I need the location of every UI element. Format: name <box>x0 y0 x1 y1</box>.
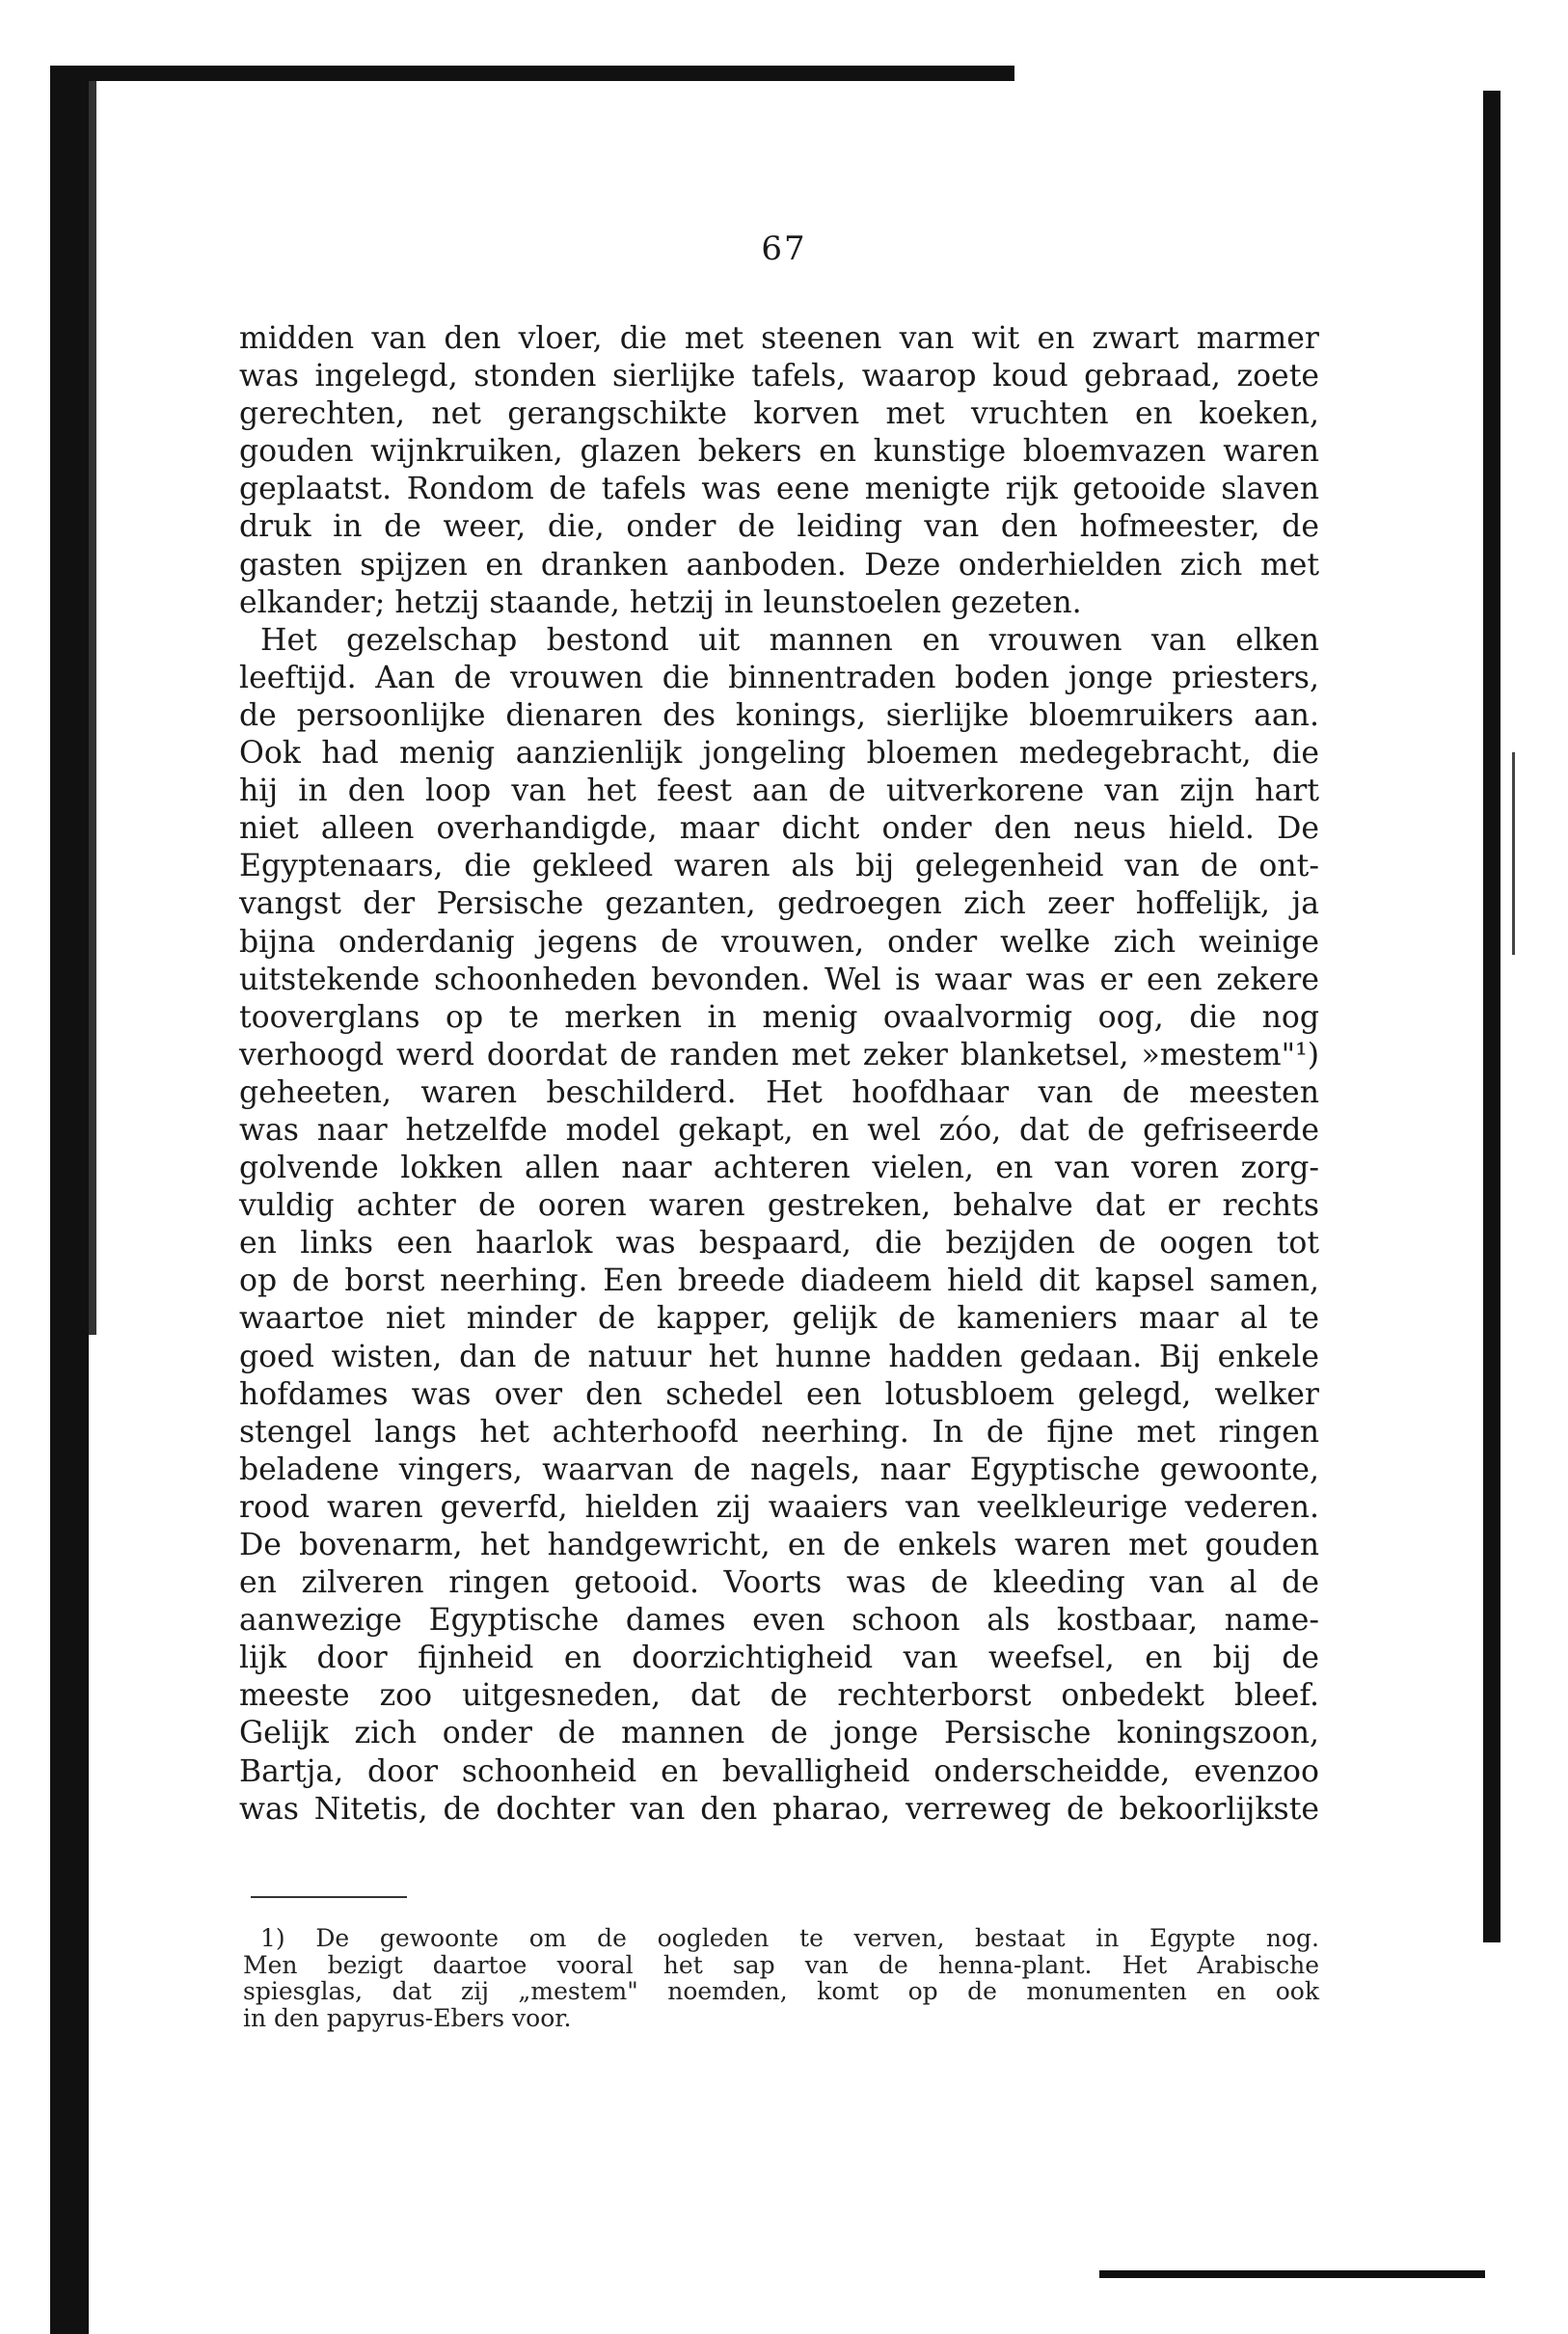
text-line: stengel langs het achterhoofd neerhing. In de fijne met ringen <box>239 1414 1319 1450</box>
text-line: vuldig achter de ooren waren gestreken, behalve dat er rechts <box>239 1188 1319 1224</box>
text-line: was naar hetzelfde model gekapt, en wel zóo, dat de gefriseerde <box>239 1112 1319 1148</box>
text-line: hofdames was over den schedel een lotusbloem gelegd, welker <box>239 1376 1319 1412</box>
text-line: rood waren geverfd, hielden zij waaiers van veelkleurige vederen. <box>239 1489 1319 1525</box>
footnote-line: 1) De gewoonte om de oogleden te verven, bestaat in Egypte nog. <box>260 1924 1319 1952</box>
scan-border-bottom <box>1099 2270 1485 2278</box>
text-line: hij in den loop van het feest aan de uitverkorene van zijn hart <box>239 773 1319 809</box>
footnote-rule <box>251 1896 407 1898</box>
text-line: goed wisten, dan de natuur het hunne hadden gedaan. Bij enkele <box>239 1339 1319 1374</box>
footnote-line: Men bezigt daartoe vooral het sap van de henna-plant. Het Arabische <box>243 1950 1319 1979</box>
text-line: geplaatst. Rondom de tafels was eene menigte rijk getooide slaven <box>239 472 1319 507</box>
text-line: Het gezelschap bestond uit mannen en vrouwen van elken <box>260 622 1319 658</box>
scan-border-top <box>50 66 1014 81</box>
footnote-line: in den papyrus-Ebers voor. <box>243 2003 572 2032</box>
text-line: golvende lokken allen naar achteren vielen, en van voren zorg- <box>239 1151 1319 1186</box>
text-line: vangst der Persische gezanten, gedroegen zich zeer hoffelijk, ja <box>239 886 1319 922</box>
footnote-line: spiesglas, dat zij „mestem" noemden, komt op de monumenten en ook <box>243 1977 1319 2005</box>
text-line: gerechten, net gerangschikte korven met vruchten en koeken, <box>239 396 1319 432</box>
text-line: niet alleen overhandigde, maar dicht onder den neus hield. De <box>239 811 1319 847</box>
text-line: De bovenarm, het handgewricht, en de enkels waren met gouden <box>239 1528 1319 1562</box>
text-line: Egyptenaars, die gekleed waren als bij gelegenheid van de ont- <box>239 849 1319 884</box>
scan-border-left <box>50 66 89 2334</box>
text-line: bijna onderdanig jegens de vrouwen, onder welke zich weinige <box>239 924 1319 960</box>
text-line: druk in de weer, die, onder de leiding van den hofmeester, de <box>239 509 1319 545</box>
text-line: Bartja, door schoonheid en bevalligheid onderscheidde, evenzoo <box>239 1753 1319 1789</box>
text-line: aanwezige Egyptische dames even schoon als kostbaar, name- <box>239 1603 1319 1639</box>
text-line: en links een haarlok was bespaard, die bezijden de oogen tot <box>239 1226 1319 1262</box>
text-line: elkander; hetzij staande, hetzij in leunstoelen gezeten. <box>239 584 1082 620</box>
text-line: uitstekende schoonheden bevonden. Wel is waar was er een zekere <box>239 962 1319 997</box>
text-line: was Nitetis, de dochter van den pharao, verreweg de bekoorlijkste <box>239 1791 1319 1827</box>
text-line: geheeten, waren beschilderd. Het hoofdhaar van de meesten <box>239 1074 1319 1110</box>
text-line: leeftijd. Aan de vrouwen die binnentraden boden jonge priesters, <box>239 660 1319 695</box>
scan-border-right <box>1483 91 1500 1942</box>
text-line: was ingelegd, stonden sierlijke tafels, waarop koud gebraad, zoete <box>239 359 1319 394</box>
text-line: op de borst neerhing. Een breede diadeem hield dit kapsel samen, <box>239 1263 1319 1299</box>
page-number: 67 <box>761 230 807 268</box>
text-line: gouden wijnkruiken, glazen bekers en kunstige bloemvazen waren <box>239 434 1319 470</box>
text-line: en zilveren ringen getooid. Voorts was de kleeding van al de <box>239 1565 1319 1601</box>
body-text <box>239 320 1319 1829</box>
text-line: beladene vingers, waarvan de nagels, naar Egyptische gewoonte, <box>239 1452 1319 1487</box>
text-line: tooverglans op te merken in menig ovaalvormig oog, die nog <box>239 999 1319 1035</box>
scan-artifact-line <box>1512 752 1515 955</box>
text-line: waartoe niet minder de kapper, gelijk de kameniers maar al te <box>239 1301 1319 1337</box>
text-line: Gelijk zich onder de mannen de jonge Persische koningszoon, <box>239 1716 1319 1751</box>
text-line: de persoonlijke dienaren des konings, sierlijke bloemruikers aan. <box>239 697 1319 733</box>
footnote <box>243 1925 1319 2031</box>
scan-border-left-shadow <box>89 81 96 1335</box>
text-line: verhoogd werd doordat de randen met zeker blanketsel, »mestem"¹) <box>239 1037 1319 1072</box>
text-line: gasten spijzen en dranken aanboden. Deze onderhielden zich met <box>239 547 1319 583</box>
text-line: meeste zoo uitgesneden, dat de rechterborst onbedekt bleef. <box>239 1678 1319 1714</box>
text-line: Ook had menig aanzienlijk jongeling bloemen medegebracht, die <box>239 736 1319 772</box>
text-line: lijk door fijnheid en doorzichtigheid van weefsel, en bij de <box>239 1641 1319 1676</box>
text-line: midden van den vloer, die met steenen van wit en zwart marmer <box>239 321 1319 356</box>
